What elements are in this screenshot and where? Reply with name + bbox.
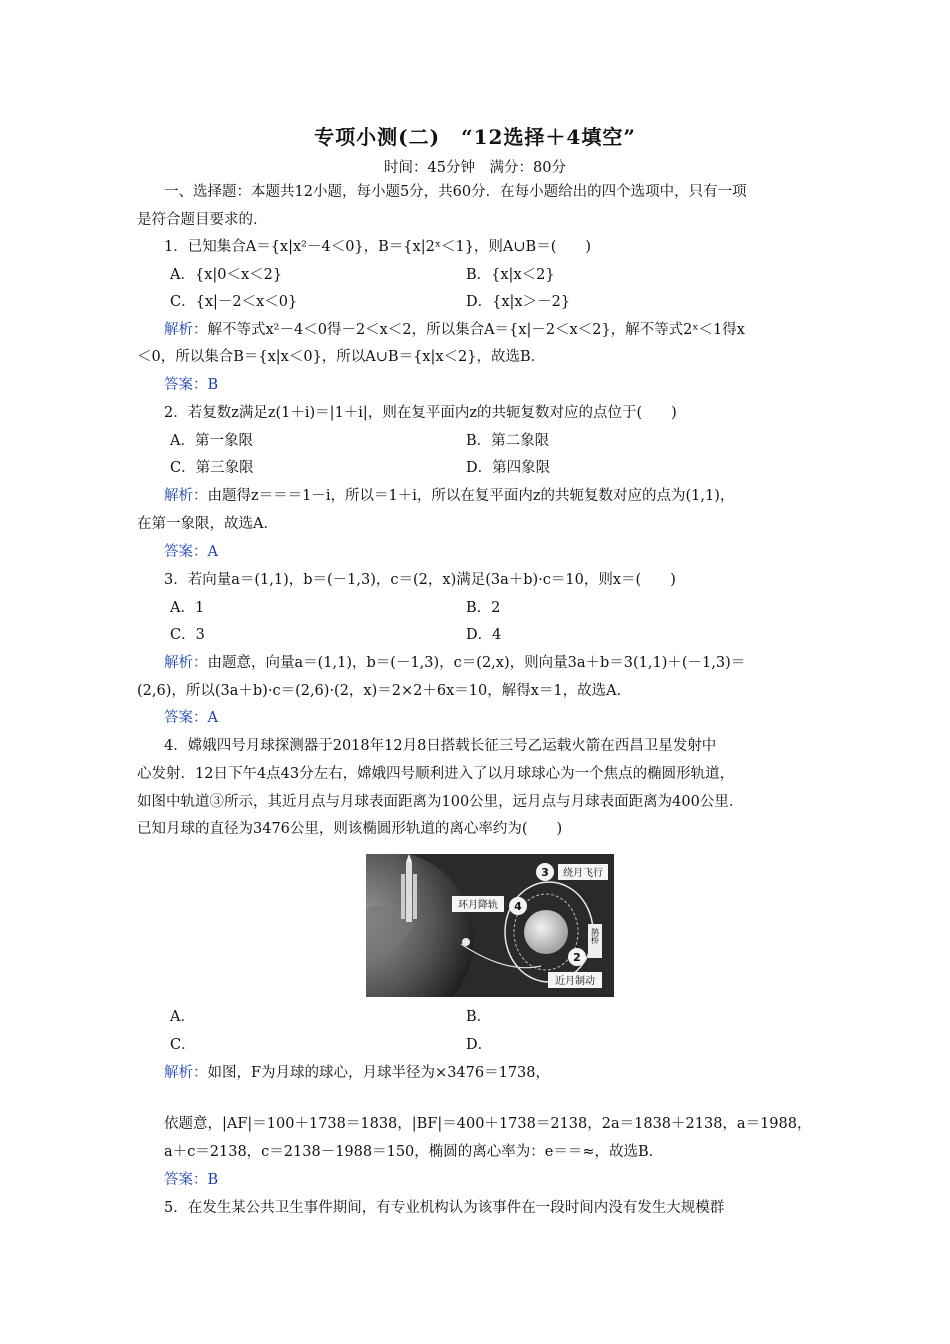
solution-text: 解不等式x²－4＜0得－2＜x＜2，所以集合A＝{x|－2＜x＜2}，解不等式2ˣ＜1得x	[207, 322, 745, 338]
label-descent: 环月降轨	[458, 900, 498, 911]
q3-option-d: D．4	[466, 627, 502, 643]
lunar-orbit-illustration	[366, 854, 614, 997]
label-lunar-flight: 绕月飞行	[563, 868, 603, 879]
q1-option-c: C．{x|－2＜x＜0}	[170, 294, 298, 310]
solution-label: 解析：	[164, 488, 208, 504]
q4-answer: 答案：B	[164, 1172, 219, 1188]
q3-option-c: C．3	[170, 627, 205, 643]
solution-label: 解析：	[164, 655, 208, 671]
q4-option-d: D．	[466, 1037, 493, 1053]
queqiao-label: 鹊桥	[590, 928, 600, 944]
q4-option-b: B．	[466, 1009, 492, 1025]
q2-answer: 答案：A	[164, 544, 218, 560]
q1-stem: 1．已知集合A＝{x|x²－4＜0}，B＝{x|2ˣ＜1}，则A∪B＝( )	[164, 239, 592, 255]
q2-solution-1	[164, 486, 817, 506]
q5-stem: 5．在发生某公共卫生事件期间，有专业机构认为该事件在一段时间内没有发生大规模群	[164, 1200, 725, 1216]
q3-solution-1	[164, 653, 817, 673]
solution-text: 由题得z＝＝＝1－i，所以＝1＋i，所以在复平面内z的共轭复数对应的点为(1,1)，	[207, 488, 735, 504]
q3-option-a: A．1	[170, 600, 205, 616]
q2-option-b: B．第二象限	[466, 433, 550, 449]
q2-option-c: C．第三象限	[170, 460, 254, 476]
q1-option-d: D．{x|x＞－2}	[466, 294, 571, 310]
moon	[524, 910, 568, 954]
q4-option-c: C．	[170, 1037, 196, 1053]
label-2: 2	[573, 951, 581, 964]
q1-solution-1	[164, 320, 817, 340]
q3-solution-2: (2,6)，所以(3a＋b)·c＝(2,6)·(2，x)＝2×2＋6x＝10，解得x＝1，故选A．	[137, 683, 632, 699]
q4-stem-1: 4．嫦娥四号月球探测器于2018年12月8日搭载长征三号乙运载火箭在西昌卫星发射中	[164, 738, 717, 754]
q1-option-b: B．{x|x＜2}	[466, 267, 555, 283]
q4-solution-3: a＋c＝2138，c＝2138－1988＝150，椭圆的离心率为：e＝＝≈，故选B．	[164, 1144, 664, 1160]
q3-stem: 3．若向量a＝(1,1)，b＝(－1,3)，c＝(2，x)满足(3a＋b)·c＝10，则x＝( )	[164, 572, 676, 588]
q4-solution-2: 依题意，|AF|＝100＋1738＝1838，|BF|＝400＋1738＝2138，2a＝1838＋2138，a＝1988，	[164, 1116, 812, 1132]
page-title: 专项小测(二) “12选择＋4填空”	[314, 125, 636, 149]
q3-option-b: B．2	[466, 600, 501, 616]
q1-option-a: A．{x|0＜x＜2}	[170, 267, 283, 283]
q2-solution-2: 在第一象限，故选A．	[137, 516, 278, 532]
solution-label: 解析：	[164, 322, 208, 338]
exam-meta: 时间：45分钟 满分：80分	[384, 160, 566, 176]
q4-stem-2: 心发射．12日下午4点43分左右，嫦娥四号顺利进入了以月球球心为一个焦点的椭圆形轨道，	[137, 766, 735, 782]
q3-answer: 答案：A	[164, 710, 218, 726]
q4-stem-3: 如图中轨道③所示，其近月点与月球表面距离为100公里，远月点与月球表面距离为400公里．	[137, 794, 744, 810]
q4-stem-4: 已知月球的直径为3476公里，则该椭圆形轨道的离心率约为( )	[137, 821, 563, 837]
q2-option-d: D．第四象限	[466, 460, 551, 476]
q1-solution-2: ＜0，所以集合B＝{x|x＜0}，所以A∪B＝{x|x＜2}，故选B．	[137, 349, 546, 365]
q4-solution-1	[164, 1063, 817, 1083]
label-4: 4	[514, 900, 522, 913]
lunar-orbit-figure	[366, 854, 614, 997]
section-intro-1: 一、选择题：本题共12小题，每小题5分，共60分．在每小题给出的四个选项中，只有一项	[164, 184, 747, 200]
q2-stem: 2．若复数z满足z(1＋i)＝|1＋i|，则在复平面内z的共轭复数对应的点位于( )	[164, 405, 677, 421]
solution-text: 由题意，向量a＝(1,1)，b＝(－1,3)，c＝(2,x)，则向量3a＋b＝3(1,1)＋(－1,3)＝	[207, 655, 746, 671]
solution-text: 如图，F为月球的球心，月球半径为×3476＝1738，	[207, 1065, 551, 1081]
section-intro-2: 是符合题目要求的．	[137, 212, 268, 228]
label-braking: 近月制动	[555, 976, 595, 987]
q1-answer: 答案：B	[164, 377, 219, 393]
solution-label: 解析：	[164, 1065, 208, 1081]
q4-option-a: A．	[170, 1009, 195, 1025]
spacecraft-flare	[462, 938, 470, 946]
label-3: 3	[541, 866, 549, 879]
q2-option-a: A．第一象限	[170, 433, 253, 449]
